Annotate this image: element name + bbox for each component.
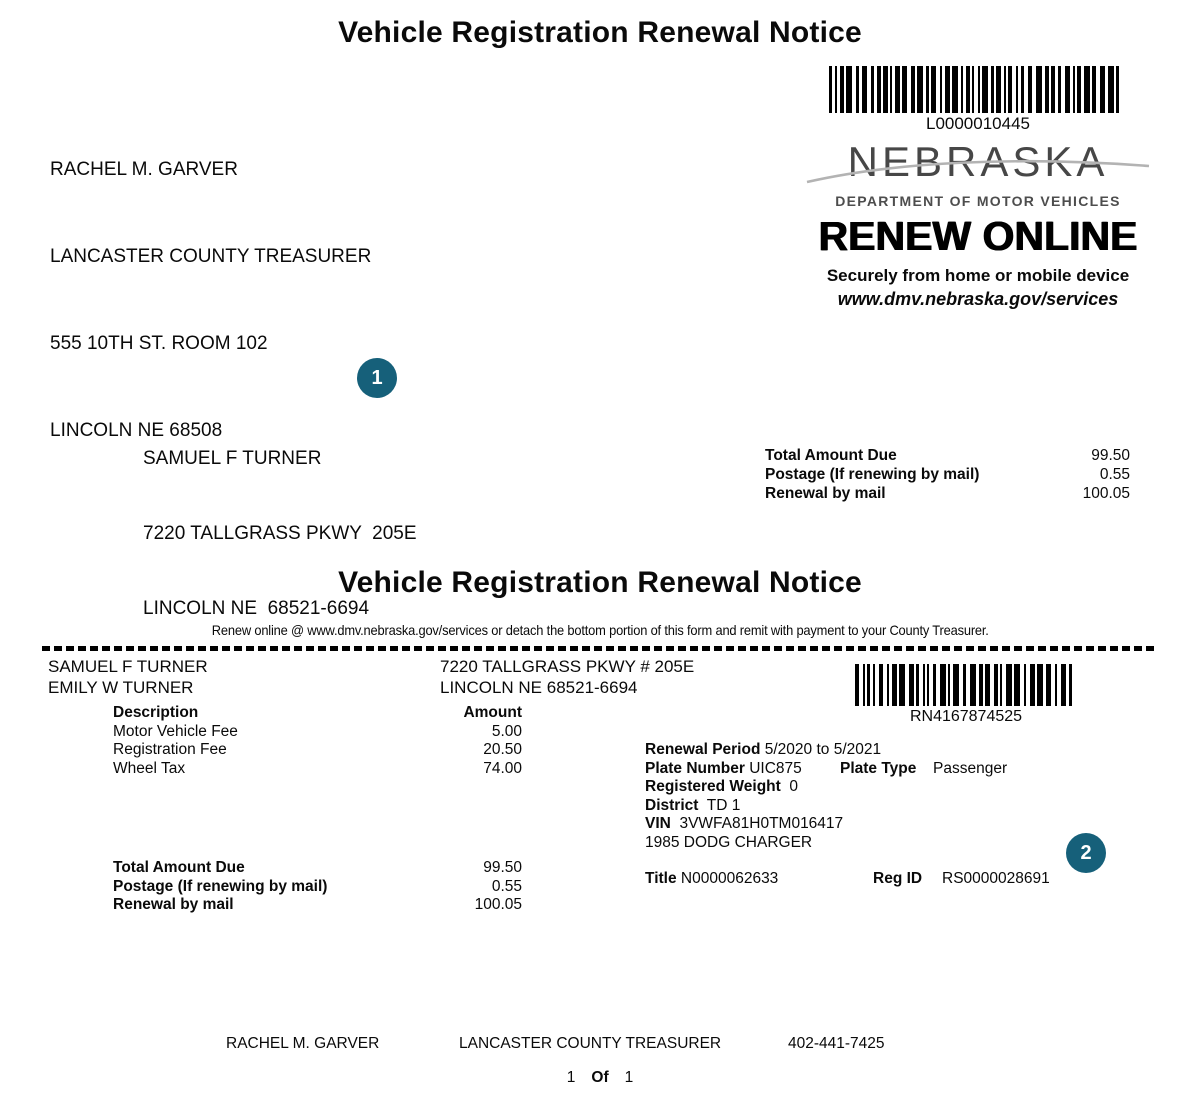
nebraska-logo [813,138,1143,190]
plate-type-label: Plate Type [840,759,917,777]
renewal-period-row: Renewal Period 5/2020 to 5/2021 [645,741,882,758]
plate-row: Plate Number UIC875 Plate Type Passenger [645,759,1008,777]
title-label: Title [645,870,677,887]
postage-row [765,465,1130,484]
nebraska-logo-text: NEBRASKA [847,138,1109,185]
page-title: Vehicle Registration Renewal Notice [338,16,862,49]
footer [0,1035,1200,1055]
mail-barcode-label: L0000010445 [925,114,1030,133]
sender-street: 555 10TH ST. ROOM 102 [50,333,268,354]
page-total: 1 [624,1069,634,1086]
title-number-value: N0000062633 [680,870,779,887]
vin-value: 3VWFA81H0TM016417 [679,815,844,833]
perforation-line [42,646,1158,651]
district-value: TD 1 [706,796,741,814]
totals-summary-top [765,446,1130,503]
sender-org: LANCASTER COUNTY TREASURER [50,246,372,267]
amount-header: Amount [463,704,522,721]
owner-1: SAMUEL F TURNER [48,657,208,676]
description-header: Description [113,704,199,721]
detach-instruction: Renew online @ www.dmv.nebraska.gov/services or detach the bottom portion of this form and remit with payment to your County Treasurer. [211,622,989,638]
fee-table [113,704,522,778]
totals-summary-stub [113,859,522,915]
total-amount-due-label: Total Amount Due [765,447,897,464]
year-make-model: 1985 DODG CHARGER [645,833,813,851]
renewal-by-mail-value: 100.05 [1082,485,1130,502]
logo-swoosh-icon [805,138,1151,190]
renewal-period-value: 5/2020 to 5/2021 [764,741,882,758]
annotation-badge-2: 2 [1066,833,1106,873]
plate-number-value: UIC875 [749,759,802,777]
stub-postage-row: Postage (If renewing by mail) 0.55 [113,877,522,895]
dmv-subtitle: DEPARTMENT OF MOTOR VEHICLES [835,193,1121,209]
vin-row: VIN 3VWFA81H0TM016417 [645,815,844,833]
sender-city: LINCOLN NE 68508 [50,420,223,441]
annotation-badge-1: 1 [357,358,397,398]
footer-treasurer-org: LANCASTER COUNTY TREASURER [459,1035,722,1052]
renewal-by-mail-label: Renewal by mail [765,485,886,502]
registered-weight-row: Registered Weight 0 [645,778,799,796]
postage-label: Postage (If renewing by mail) [765,466,980,483]
vehicle-details [645,741,1115,853]
stub-address-street: 7220 TALLGRASS PKWY # 205E [440,657,695,676]
stub-owners [48,657,208,698]
page-number [0,1069,1200,1087]
total-amount-due-value: 99.50 [1091,447,1130,464]
page-of-label: Of [591,1069,609,1086]
stub-renewal-by-mail-row: Renewal by mail 100.05 [113,896,522,913]
fee-table-header [113,704,522,723]
title-reg-row [645,870,1115,888]
renew-url: www.dmv.nebraska.gov/services [837,289,1119,309]
renewal-barcode [855,664,1077,706]
sender-name: RACHEL M. GARVER [50,159,238,180]
stub-address [440,657,694,698]
fee-row-registration: Registration Fee 20.50 [113,741,522,758]
recipient-street: 7220 TALLGRASS PKWY 205E [143,523,417,544]
district-row: District TD 1 [645,796,741,814]
stub-address-city: LINCOLN NE 68521-6694 [440,677,638,697]
reg-id-label: Reg ID [873,870,923,887]
agency-panel [800,66,1156,310]
registered-weight-value: 0 [789,778,799,796]
stub-title: Vehicle Registration Renewal Notice [338,566,862,599]
page-current: 1 [566,1069,576,1086]
renewal-by-mail-row [765,484,1130,503]
mail-barcode [829,66,1127,113]
fee-row-wheel-tax: Wheel Tax 74.00 [113,759,522,777]
footer-treasurer-name: RACHEL M. GARVER [226,1035,380,1052]
reg-id-value: RS0000028691 [942,870,1050,887]
stub-total-amount-due-row: Total Amount Due 99.50 [113,859,522,876]
total-amount-due-row [765,446,1130,465]
footer-phone: 402-441-7425 [788,1035,885,1052]
recipient-name: SAMUEL F TURNER [143,448,322,469]
plate-type-value: Passenger [933,759,1008,777]
postage-value: 0.55 [1099,466,1130,483]
renewal-barcode-label: RN4167874525 [909,708,1023,725]
fee-row-motor-vehicle: Motor Vehicle Fee 5.00 [113,722,522,740]
owner-2: EMILY W TURNER [48,677,194,697]
recipient-city: LINCOLN NE 68521-6694 [143,598,370,619]
renew-tagline: Securely from home or mobile device [826,266,1130,285]
renew-online-headline: RENEW ONLINE [818,213,1138,259]
